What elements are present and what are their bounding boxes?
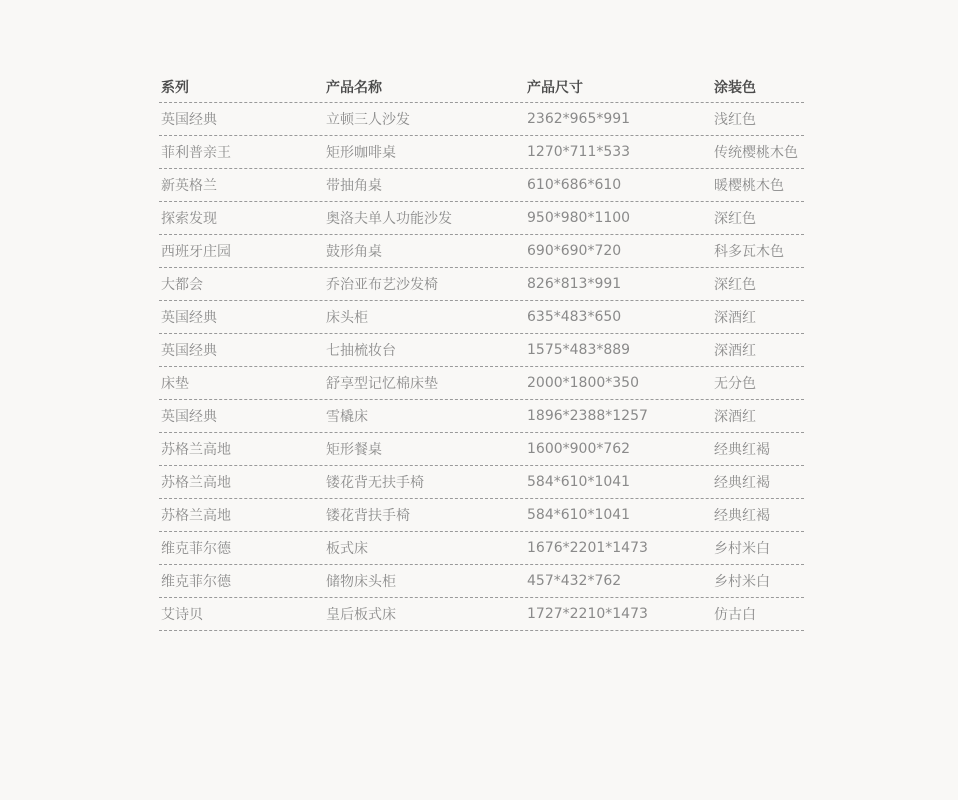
cell-product-size: 635*483*650 <box>527 309 622 325</box>
table-row <box>159 367 804 400</box>
product-table <box>159 69 804 631</box>
cell-series: 英国经典 <box>161 112 217 128</box>
cell-series: 西班牙庄园 <box>161 244 231 260</box>
cell-finish-color: 浅红色 <box>714 112 756 128</box>
cell-finish-color: 暖樱桃木色 <box>714 178 784 194</box>
cell-product-size: 1600*900*762 <box>527 441 631 457</box>
cell-product-name: 储物床头柜 <box>326 574 396 590</box>
header-series: 系列 <box>161 79 189 96</box>
cell-product-name: 立顿三人沙发 <box>326 112 410 128</box>
cell-finish-color: 经典红褐 <box>714 442 770 458</box>
cell-product-size: 1575*483*889 <box>527 342 631 358</box>
cell-product-size: 1896*2388*1257 <box>527 408 648 424</box>
table-row <box>159 136 804 169</box>
cell-finish-color: 深酒红 <box>714 343 756 359</box>
cell-series: 苏格兰高地 <box>161 508 231 524</box>
cell-product-name: 板式床 <box>326 541 368 557</box>
cell-product-name: 镂花背扶手椅 <box>326 508 410 524</box>
cell-finish-color: 传统樱桃木色 <box>714 145 798 161</box>
cell-product-size: 950*980*1100 <box>527 210 631 226</box>
cell-product-size: 610*686*610 <box>527 177 622 193</box>
header-product-size: 产品尺寸 <box>527 79 583 96</box>
cell-product-size: 826*813*991 <box>527 276 622 292</box>
table-row <box>159 268 804 301</box>
cell-product-size: 1676*2201*1473 <box>527 540 648 556</box>
cell-series: 探索发现 <box>161 211 217 227</box>
cell-series: 新英格兰 <box>161 178 217 194</box>
cell-series: 苏格兰高地 <box>161 475 231 491</box>
cell-finish-color: 深红色 <box>714 211 756 227</box>
cell-series: 维克菲尔德 <box>161 541 231 557</box>
cell-finish-color: 深酒红 <box>714 310 756 326</box>
cell-product-size: 584*610*1041 <box>527 507 631 523</box>
cell-series: 维克菲尔德 <box>161 574 231 590</box>
cell-series: 英国经典 <box>161 343 217 359</box>
table-row <box>159 499 804 532</box>
cell-finish-color: 经典红褐 <box>714 508 770 524</box>
table-row <box>159 565 804 598</box>
cell-series: 英国经典 <box>161 409 217 425</box>
table-row <box>159 301 804 334</box>
header-product-name: 产品名称 <box>326 79 382 96</box>
cell-series: 英国经典 <box>161 310 217 326</box>
cell-product-name: 镂花背无扶手椅 <box>326 475 424 491</box>
table-header-row <box>159 69 804 103</box>
header-finish-color: 涂装色 <box>714 79 756 96</box>
cell-product-name: 床头柜 <box>326 310 368 326</box>
cell-finish-color: 深红色 <box>714 277 756 293</box>
cell-product-name: 矩形咖啡桌 <box>326 145 396 161</box>
cell-series: 大都会 <box>161 277 203 293</box>
cell-product-name: 奥洛夫单人功能沙发 <box>326 211 452 227</box>
cell-series: 床垫 <box>161 376 189 392</box>
cell-product-size: 1727*2210*1473 <box>527 606 648 622</box>
cell-finish-color: 科多瓦木色 <box>714 244 784 260</box>
table-row <box>159 466 804 499</box>
cell-product-name: 乔治亚布艺沙发椅 <box>326 277 438 293</box>
table-row <box>159 532 804 565</box>
cell-product-name: 矩形餐桌 <box>326 442 382 458</box>
cell-product-size: 2362*965*991 <box>527 111 631 127</box>
cell-finish-color: 深酒红 <box>714 409 756 425</box>
table-row <box>159 400 804 433</box>
cell-product-name: 七抽梳妆台 <box>326 343 396 359</box>
cell-product-size: 690*690*720 <box>527 243 622 259</box>
table-body <box>159 103 804 631</box>
cell-finish-color: 经典红褐 <box>714 475 770 491</box>
table-row <box>159 235 804 268</box>
cell-product-size: 457*432*762 <box>527 573 622 589</box>
cell-product-name: 雪橇床 <box>326 409 368 425</box>
cell-product-name: 鼓形角桌 <box>326 244 382 260</box>
cell-product-size: 2000*1800*350 <box>527 375 639 391</box>
table-row <box>159 202 804 235</box>
cell-series: 菲利普亲王 <box>161 145 231 161</box>
table-row <box>159 334 804 367</box>
cell-finish-color: 仿古白 <box>714 607 756 623</box>
table-row <box>159 169 804 202</box>
table-row <box>159 433 804 466</box>
cell-series: 苏格兰高地 <box>161 442 231 458</box>
cell-finish-color: 无分色 <box>714 376 756 392</box>
cell-product-name: 带抽角桌 <box>326 178 382 194</box>
cell-finish-color: 乡村米白 <box>714 574 770 590</box>
cell-product-name: 舒享型记忆棉床垫 <box>326 376 438 392</box>
table-row <box>159 103 804 136</box>
cell-product-size: 584*610*1041 <box>527 474 631 490</box>
cell-product-size: 1270*711*533 <box>527 144 631 160</box>
cell-product-name: 皇后板式床 <box>326 607 396 623</box>
table-row <box>159 598 804 631</box>
cell-series: 艾诗贝 <box>161 607 203 623</box>
cell-finish-color: 乡村米白 <box>714 541 770 557</box>
